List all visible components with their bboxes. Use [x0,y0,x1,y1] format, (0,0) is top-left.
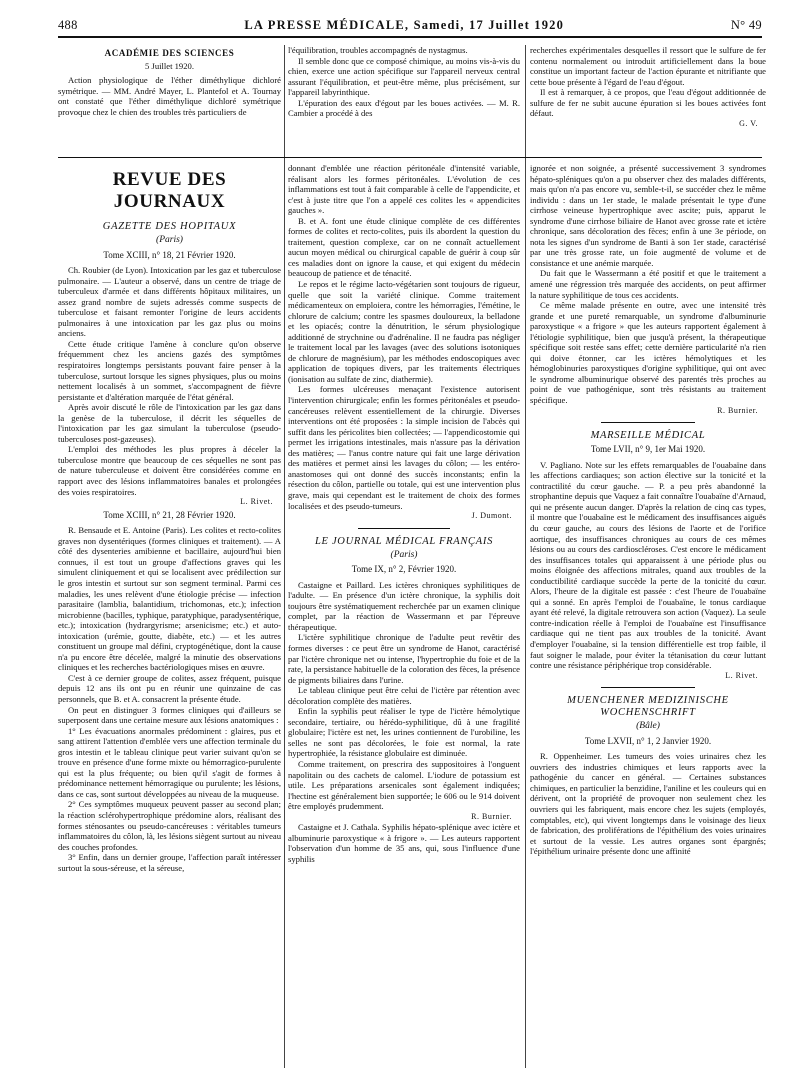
article-paragraph: 3° Enfin, dans un dernier groupe, l'affection paraît intéresser surtout la sous-séreuse, et la séreuse, [58,852,281,873]
issue-number: N° 49 [730,18,762,32]
academie-col1 [58,45,281,153]
article-paragraph: Castaigne et J. Cathala. Syphilis hépato-splénique avec ictère et albuminurie paroxystique « à frigore ». — Les auteurs rapportent l'observation d'un homme de 35 ans, qui, sous l'influence d'une syphilis [288,822,520,864]
academie-text: Il est à remarquer, à ce propos, que l'eau d'égout additionnée de sulfure de fer ne subit aucune épuration si les boues activées font défaut. [530,87,766,119]
academie-date: 5 Juillet 1920. [145,60,194,71]
signature: R. Burnier. [471,811,512,821]
revue-title: REVUE DES JOURNAUX [112,169,227,212]
academie-col3 [530,45,766,153]
article-paragraph: V. Pagliano. Note sur les effets remarquables de l'ouabaïne dans les affections cardiaques; son action élective sur la tonicité et la contractilité du cœur gauche. — P. a peu près abandonné la strophantine depuis que Vaquez a fait connaître l'ouabaïne d'Arnaud, qui ne présente aucun danger. D'après la relation de cinq cas types, il montre que l'ouabaïne est le médicament des insuffisances aiguës du cœur gauche, au cours des lésions de l'aorte et de l'orifice aortique, des insuffisances chroniques au cours de ces mêmes lésions ou au cours des cardioscléroses. C'est encore le médicament des insuffisances totales qui apparaissent à une période plus ou moins éloignée des affections mitrales, quand aux troubles de la conductibilité cardiaque succède la perte de la tonicité du cœur. Alors, l'heure de la digitale est passée : c'est l'heure de l'ouabaïne qui a sonné. En après l'emploi de l'ouabaïne, le tonus cardiaque ayant été relevé, la digitale retrouvera son action (Vaquez). La seule contre-indication réelle à l'emploi de l'ouabaïne est l'insuffisance cardiaque qui ne tient pas aux troubles de la tonicité. Avant d'employer l'ouabaïne, si la tension différentielle est trop faible, il faut soigner le malade, pour éviter la tétanisation du cœur luttant contre une résistance périphérique trop considérable. [530,459,766,671]
article-paragraph: Les formes ulcéreuses menaçant l'existence autorisent l'intervention chirurgicale; enfin les formes péritonéales et pseudo-cancéreuses relèvent essentiellement de la chirurgie. Diverses interventions ont été proposées : la simple incision de l'abcès qui suffit dans les péricolites bien collectées; — l'appendicostomie qui permet les irrigations intestinales, mais n'assure pas la dérivation des matières; — l'anus contre nature qui fait une large dérivation des matières et permet ainsi les lavages du côlon; — les entéro-anastomoses qui ont donné des succès inconstants; enfin la résection du côlon, partielle ou totale, qui est une intervention plus grave, mais qui cependant est le traitement de choix des formes localisées et des pseudo-tumeurs. [288,384,520,511]
academie-text: Il semble donc que ce composé chimique, au moins vis-à-vis du chien, exerce une action spécifique sur l'appareil nerveux central assurant l'équilibration, et peut-être même, plus précisément, sur l'appareil labyrinthique. [288,55,520,98]
journal-issue: Tome IX, n° 2, Février 1920. [351,564,457,575]
signature: L. Rivet. [725,670,758,680]
journal-city: (Paris) [156,235,183,245]
journal-issue: Tome LVII, n° 9, 1er Mai 1920. [590,444,706,455]
signature: L. Rivet. [240,497,273,507]
article-paragraph: Cette étude critique l'amène à conclure qu'on observe fréquemment chez les anciens gazés des symptômes respiratoires longtemps persistants pouvant faire penser à la tuberculose, surtout lorsque les signes physiques, plus ou moins nettement localisés à un sommet, s'accompagnent de fièvre persistante et d'altération marquée de l'état général. [58,338,281,402]
article-paragraph: L'emploi des méthodes les plus propres à déceler la tuberculose montre que beaucoup de ces séquelles ne sont pas de nature tuberculeuse et doivent être considérées comme en rapport avec des lésions inflammatoires banales et prolongées des voies respiratoires. [58,444,281,497]
academie-heading: ACADÉMIE DES SCIENCES [104,48,235,58]
article-paragraph: Ch. Roubier (de Lyon). Intoxication par les gaz et tuberculose pulmonaire. — L'auteur a observé, dans un centre de triage de tuberculeux d'armée et dans différents hôpitaux militaires, un assez grand nombre de sujets adressés comme suspects de tuberculose et faisant remonter l'origine de leurs accidents pulmonaires à une intoxication par les gaz plus ou moins anciens. [58,265,281,339]
journal-issue: Tome LXVII, n° 1, 2 Janvier 1920. [584,735,712,746]
column-divider [525,45,526,1068]
column-2 [288,163,520,1068]
journal-issue: Tome XCIII, n° 18, 21 Février 1920. [103,249,236,260]
academie-text: l'équilibration, troubles accompagnés de nystagmus. [288,45,468,55]
journal-city: (Bâle) [636,721,660,732]
signature: G. V. [739,118,758,128]
column-divider [284,45,285,1068]
article-paragraph: donnant d'emblée une réaction péritonéale d'intensité variable, réalisant alors les formes péritonéales. L'évolution de ces inflammations est tout à fait comparable à celle de l'appendicite, et c'est à juste titre que l'on a appelé ces colites les « appendicites gauches ». [288,163,520,216]
academie-text: recherches expérimentales desquelles il ressort que le sulfure de fer contenu normalement ou introduit artificiellement dans la boue constitue un important facteur de l'action épurante et nitrifiante que cette boue présente à l'égard de l'eau d'égout. [530,45,766,87]
article-paragraph: Le repos et le régime lacto-végétarien sont toujours de rigueur, quelle que soit la variété clinique. Comme traitement médicamenteux on emploiera, contre les hémorragies, l'émétine, le chlorure de calcium; contre les spasmes douloureux, la belladone et les opiacés; contre la dénutrition, le sérum physiologique additionné de strychnine ou d'adrénaline. Il ne faudra pas négliger le traitement local par les lavages (avec des solutions isotoniques de chlorure de magnésium), par les méthodes endoscopiques avec application de topiques divers, par les traitements électriques (ionisation au sulfate de zinc, diathermie). [288,279,520,384]
article-paragraph: R. Oppenheimer. Les tumeurs des voies urinaires chez les ouvriers des industries chimiques et leurs rapports avec la pathogénie du cancer en général. — Certaines substances chimiques, en particulier la benzidine, l'aniline et les couleurs qui en dérivent, ont la propriété de provoquer non seulement chez les ouvriers qui les fabriquent, mais encore chez les sujets (employés, comptables, etc), qui vivent longtemps dans le voisinage des lieux de fabrication, des proliférations de l'épithélium des voies urinaires et surtout de la vessie. Les autres organes sont épargnés; l'épithélium urinaire présente donc une affinité [530,751,766,857]
article-paragraph: Comme traitement, on prescrira des suppositoires à l'onguent napolitain ou des cachets de calomel. L'iodure de potassium est utile. Les préparations arsenicales sont également indiquées; l'hectine est généralement bien supportée; le 606 ou le 914 doivent être employés prudemment. [288,758,520,812]
column-3 [530,163,766,1068]
article-paragraph: R. Bensaude et E. Antoine (Paris). Les colites et recto-colites graves non dysentériques (formes cliniques et traitement). — A côté des dysenteries amibienne et bacillaire, aujourd'hui bien connues, il est tout un groupe d'affections graves qui les simulent cliniquement et qui se localisent avec prédilection sur le gros intestin et surtout sur son segment terminal. Parmi ces maladies, les unes relèvent d'une étiologie précise — infection parasitaire (lamblia, balantidium, trichomonas, etc.); infection microbienne (bacilles, typhique, paratyphique, paradysentérique, etc.); intoxication (hydrargyrisme; arsenicisme; etc.) et auto-intoxication (urémie, goutte, diabète, etc.) — et les autres constituent un groupe mal défini, cryptogénétique, dont la cause n'a pu encore être décelée, malgré la minutie des observations cliniques et les recherches bactériologiques mises en œuvre. [58,525,281,673]
journal-title: GAZETTE DES HOPITAUX [102,221,237,232]
section-rule [601,422,695,423]
article-paragraph: Le tableau clinique peut être celui de l'ictère par rétention avec décoloration complète des matières. [288,685,520,706]
section-rule [358,528,451,529]
signature: J. Dumont. [471,511,512,521]
journal-city: (Paris) [390,549,418,560]
header-rule [58,36,762,38]
article-paragraph: On peut en distinguer 3 formes cliniques qui d'ailleurs se superposent dans une certaine mesure aux lésions anatomiques : [58,704,281,726]
journal-title: MUENCHENER MEDIZINISCHE WOCHENSCHRIFT [567,695,729,719]
academie-article-2: L'épuration des eaux d'égout par les boues activées. — M. R. Cambier a procédé à des [288,97,520,119]
section-rule [601,687,695,688]
article-paragraph: 1° Les évacuations anormales prédominent : glaires, pus et sang attirent l'attention d'emblée vers une affection terminale du gros intestin et le tableau clinique peut varier suivant qu'on se trouve en présence d'une forme mixte ou hémorragico-purulente qui est la plus fréquente; ou bien qu'il s'agit de formes à prédominance nettement hémorragique ou purulente; les lésions, dans ce cas, sont surtout développées au niveau de la muqueuse. [58,725,281,799]
article-paragraph: Du fait que le Wassermann a été positif et que le traitement a amené une régression très marquée des accidents, on peut affirmer la nature syphilitique de tous ces accidents. [530,268,766,300]
signature: R. Burnier. [717,405,758,415]
article-paragraph: Enfin la syphilis peut réaliser le type de l'ictère hémolytique secondaire, tertiaire, ou hérédo-syphilitique, dû à une fragilité globulaire; l'ictère est net, les urines contiennent de l'urobiline, les selles ne sont pas décolorées, le foie est normal, la rate hypertrophiée, la résistance globulaire est diminuée. [288,706,520,759]
page-number: 488 [58,18,78,32]
article-paragraph: C'est à ce dernier groupe de colites, assez fréquent, puisque depuis 12 ans ils ont pu en réunir une quinzaine de cas personnels, que B. et A. consacrent la présente étude. [58,672,281,704]
journal-title: LE JOURNAL MÉDICAL FRANÇAIS [314,535,494,547]
journal-issue: Tome XCIII, n° 21, 28 Février 1920. [103,509,236,520]
article-paragraph: L'ictère syphilitique chronique de l'adulte peut revêtir des formes diverses : ce peut être un syndrome de Hanot, caractérisé par l'ictère chronique net ou intense, l'hypertrophie du foie et de la rate, la persistance habituelle de la coloration des fèces, la présence de pigments biliaires dans l'urine. [288,632,520,685]
article-paragraph: 2° Ces symptômes muqueux peuvent passer au second plan; la réaction sclérohypertrophique prédomine alors, réalisant des formes sténosantes ou pseudo-cancéreuses : véritables tumeurs inflammatoires du côlon, là, les lésions siègent surtout au niveau des couches profondes. [58,799,281,852]
column-1 [58,163,281,1068]
section-rule [58,157,762,158]
article-paragraph: ignorée et non soignée, a présenté successivement 3 syndromes hépato-spléniques qu'on a pu observer chez des malades différents, mais qu'on n'a pas encore vu, semble-t-il, se succéder chez le même individu : dans un 1er stade, le malade présentait le type d'une cirrhose veineuse hypertrophique avec ascite; puis, apparut le syndrome d'une cirrhose biliaire de Hanot avec grosse rate et ictère chronique, sans décoloration des fèces; enfin à une 3e période, on nota les signes d'un syndrome de Banti à son 1er stade, caractérisé par une très grosse rate, un foie augmenté de volume et de consistance et une anémie marquée. [530,163,766,268]
article-paragraph: B. et A. font une étude clinique complète de ces différentes formes de colites et recto-colites, puis ils abordent la question du traitement, question complexe, car on ne connaît actuellement aucun moyen médical ou chirurgical capable de guérir à coup sûr ces maladies dont on ignore la cause, et qui exigent du médecin beaucoup de patience et de ténacité. [288,215,520,279]
academie-article-1: Action physiologique de l'éther diméthylique dichloré symétrique. — MM. André Mayer, L. Plantefol et A. Tournay ont constaté que l'éther diméthylique dichloré symétrique provoque chez le chien des troubles très particuliers de [58,75,281,117]
article-paragraph: Castaigne et Paillard. Les ictères chroniques syphilitiques de l'adulte. — En présence d'un ictère chronique, la syphilis doit toujours être systématiquement recherchée par un examen clinique complet, par la réaction de Wassermann et par l'épreuve thérapeutique. [288,579,520,632]
article-paragraph: Ce même malade présente en outre, avec une intensité très grande et une pureté remarquable, un syndrome d'albuminurie paroxystique « a frigore » que les auteurs rapportent également à l'étiologie syphilitique, bien que jusqu'à présent, la thérapeutique spécifique soit restée sans effet; cette dernière particularité n'a rien qui doive étonner, car les ictères hémolytiques et les hémoglobinuries paroxystiques d'origine syphilitique, qui ont avec le syndrome albuminurique observé des parentés très proches au point de vue pathogénique, sont très résistants au traitement spécifique. [530,300,766,406]
journal-title: MARSEILLE MÉDICAL [590,430,706,442]
masthead-title: LA PRESSE MÉDICALE, Samedi, 17 Juillet 1920 [244,18,565,32]
academie-col2 [288,45,520,153]
article-paragraph: Après avoir discuté le rôle de l'intoxication par les gaz dans la genèse de la tuberculose, il décrit les séquelles de l'intoxication par les gaz simulant la tuberculose (pseudo-tuberculoses post-gazeuses). [58,402,281,444]
